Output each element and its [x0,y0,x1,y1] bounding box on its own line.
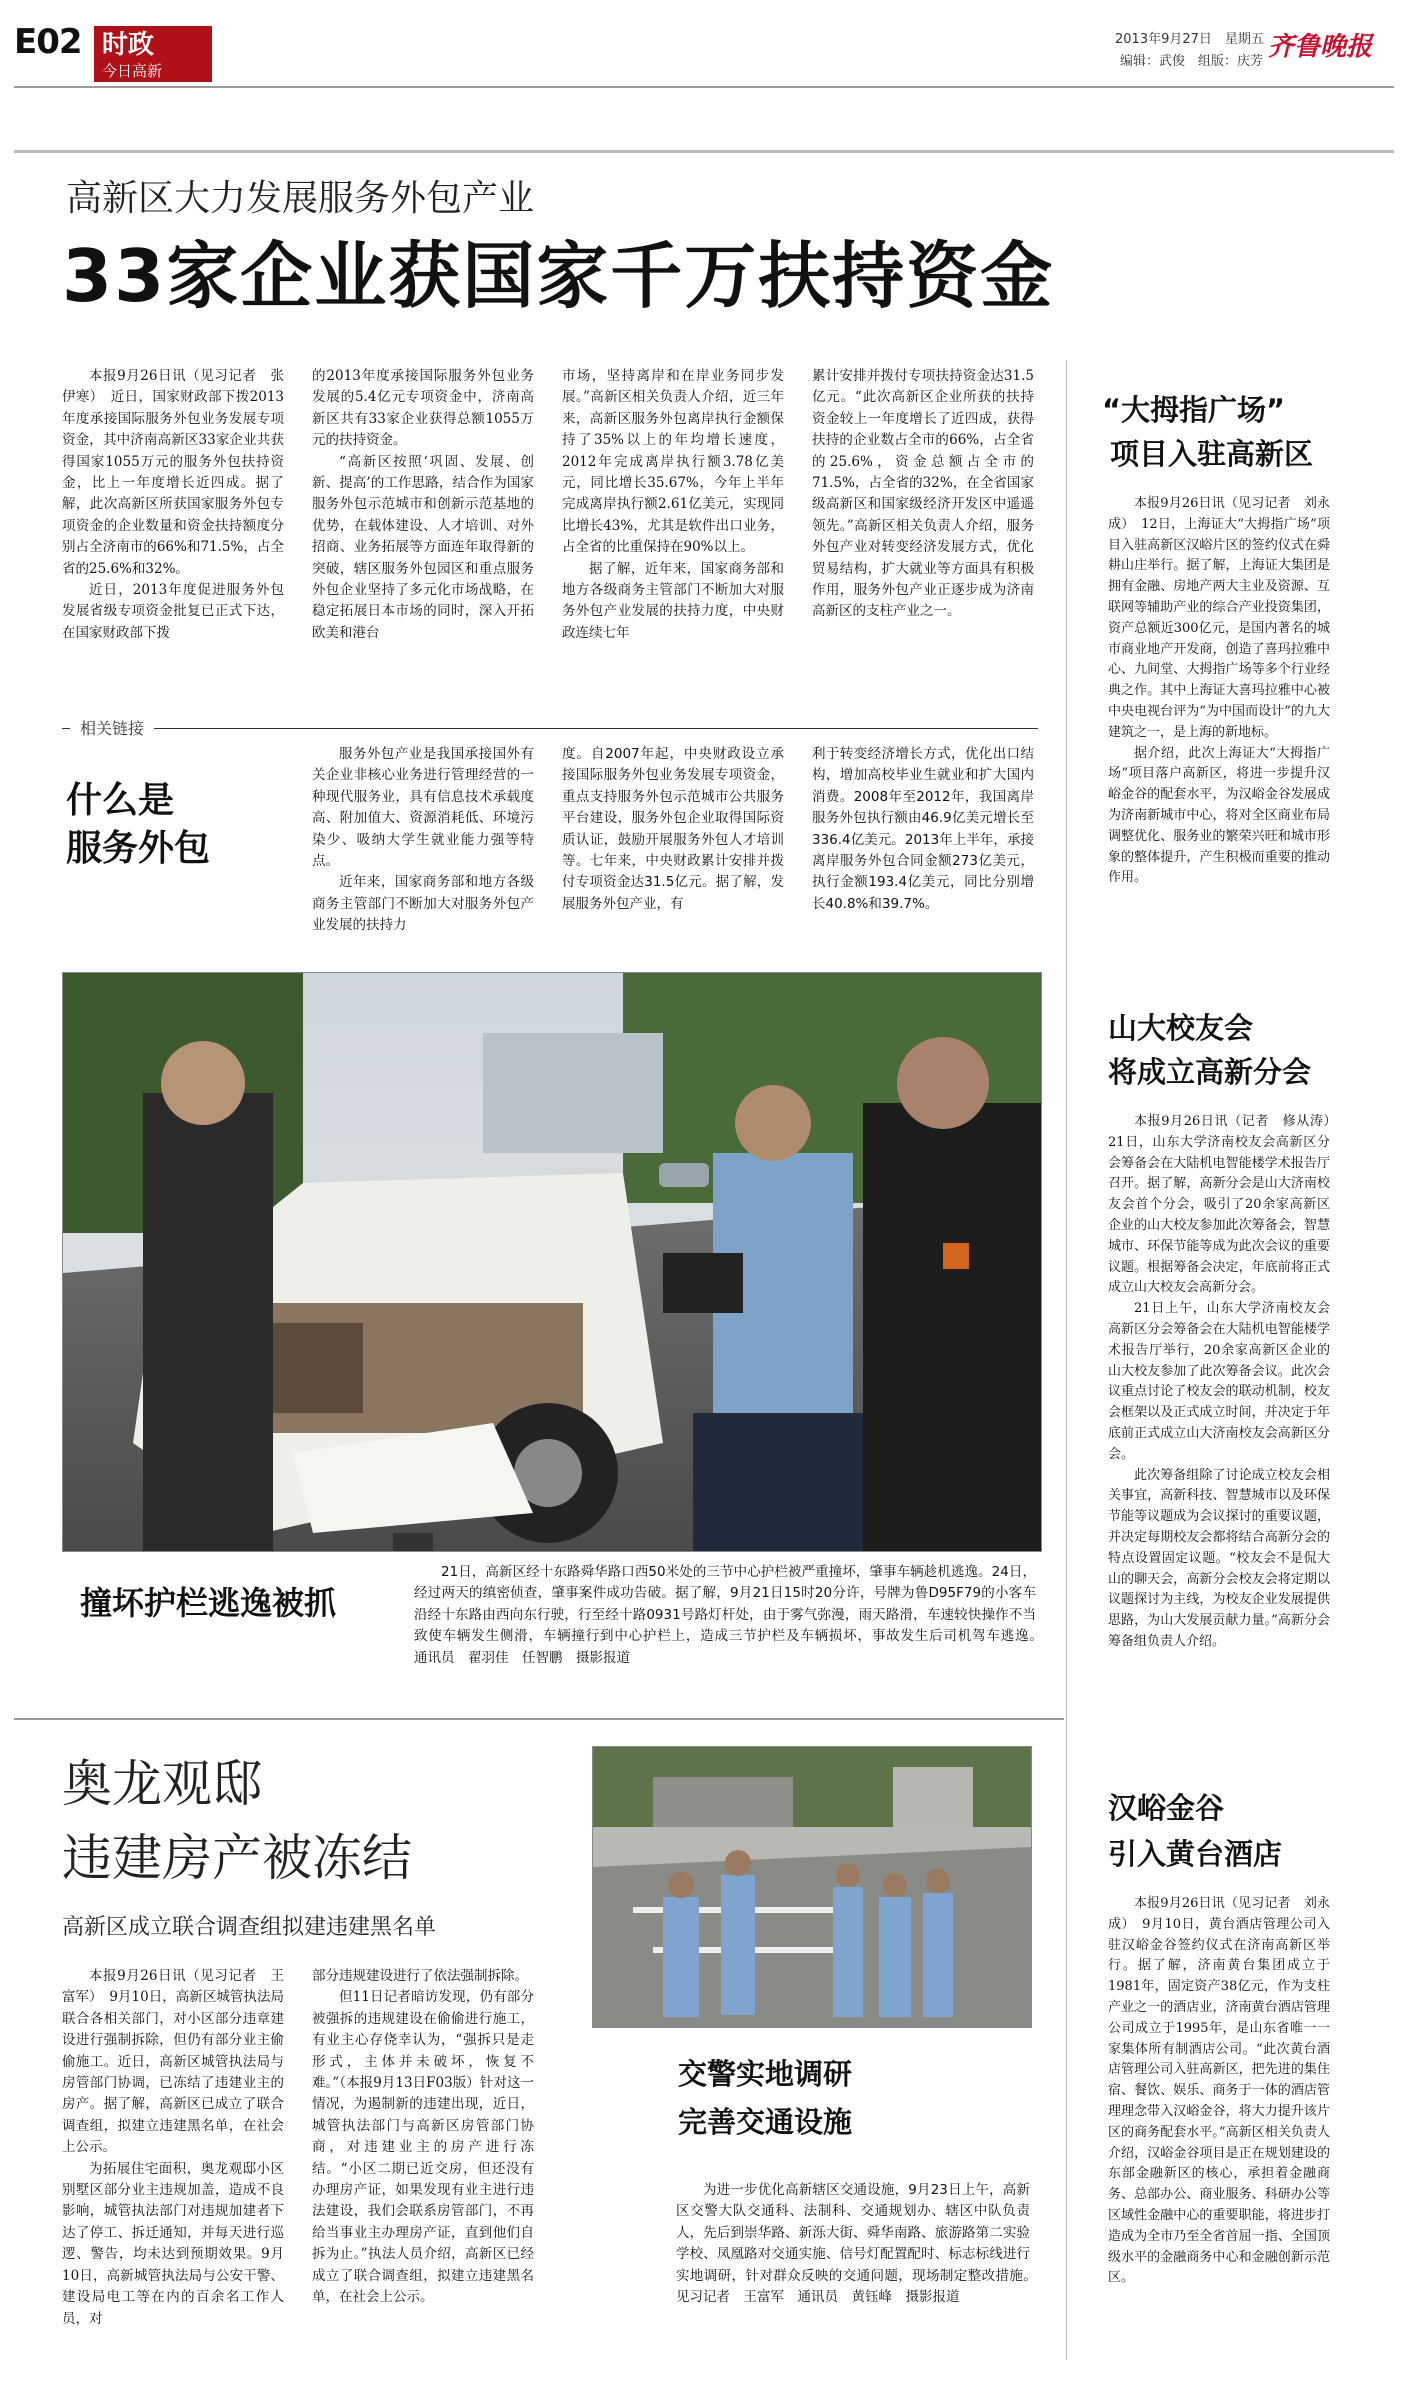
paragraph: 本报9月26日讯（见习记者 王富军） 9月10日，高新区城管执法局联合各相关部门，对小区部分违章建设进行强制拆除，但仍有部分业主偷偷施工。近日，高新区城管执法局与房管部门协调，已冻结了违建业主的房产。据了解，高新区已成立了联合调查组，拟建立违建黑名单，在社会上公示。 [62,1968,284,2156]
photo2-title-1: 交警实地调研 [678,2057,853,2091]
photo-traffic-police [592,1746,1032,2028]
bottom-col-2 [312,1966,534,2370]
issue-date: 2013年9月27日 星期五 [1115,32,1264,47]
bottom-title-2: 违建房产被冻结 [62,1829,412,1887]
paragraph: 据介绍，此次上海证大“大拇指广场”项目落户高新区，将进一步提升汉峪金谷的配套水平，为汉峪金谷发展成为济南新城市中心，将对全区商业布局调整优化、服务业的繁荣兴旺和城市形象的整体提升，产生积极而重要的推动作用。 [1108,745,1330,886]
right2-body [1108,1112,1344,1734]
lead-col-2 [312,366,534,700]
right3-body [1108,1894,1330,2366]
bottom-title-1: 奥龙观邸 [62,1755,262,1813]
photo1-title: 撞坏护栏逃逸被抓 [80,1584,337,1622]
sidebar-col-2 [562,744,784,924]
top-rule [14,150,1394,153]
paragraph: 21日上午，山东大学济南校友会高新区分会筹备会在大陆机电智能楼学术报告厅举行，20余家高新区企业的山大校友参加了此次筹备会议。此次会议重点讨论了校友会的联动机制，校友会框架以及正式成立时间，并决定于年底前正式成立山大济南校友会高新区分会。 [1108,1301,1330,1462]
sidebar-title-2: 服务外包 [66,828,211,869]
paragraph: 此次筹备组除了讨论成立校友会相关事宜，高新科技、智慧城市以及环保节能等议题成为会议探讨的重要议题，并决定每期校友会都将结合高新分会的特点设置固定议题。“校友会不是侃大山的聊天会，高新分会校友会将定期以议题探讨为主线，为校友企业发展提供思路，为山大发展贡献力量。”高新分会筹备组负责人介绍。 [1108,1467,1330,1649]
paragraph: 本报9月26日讯（见习记者 刘永成） 12日，上海证大“大拇指广场”项目入驻高新区汉峪片区的签约仪式在舜耕山庄举行。据了解，上海证大集团是拥有金融、房地产两大主业及资源、互联网等辅助产业的综合产业投资集团，资产总额近300亿元，是国内著名的城市商业地产开发商，创造了喜玛拉雅中心、九间堂、大拇指广场等多个行业经典之作。其中上海证大喜玛拉雅中心被中央电视台评为“为中国而设计”的九大建筑之一，是上海的新地标。 [1108,496,1330,740]
sidebar-col-1 [312,744,534,934]
paragraph: 近日，2013年度促进服务外包发展省级专项资金批复已正式下达，在国家财政部下拨 [62,582,284,641]
paragraph: 近年来，国家商务部和地方各级商务主管部门不断加大对服务外包产业发展的扶持力 [312,874,534,934]
lead-col-1 [62,366,284,700]
paragraph: 据了解，近年来，国家商务部和地方各级商务主管部门不断加大对服务外包产业发展的扶持力度，中央财政连续七年 [562,560,784,641]
paragraph: 部分违规建设进行了依法强制拆除。 [312,1968,528,1984]
paragraph: “高新区按照‘巩固、发展、创新、提高’的工作思路，结合作为国家服务外包示范城市和创新示范基地的优势，在载体建设、人才培训、对外招商、业务拓展等方面连年取得新的突破，辖区服务外包园区和重点服务外包企业坚持了多元化市场战略，在稳定拓展日本市场的同时，深入开拓欧美和港台 [312,453,534,641]
lead-headline: 33家企业获国家千万扶持资金 [62,234,1055,318]
related-links-tag: 相关链接 [70,716,154,739]
photo2-caption: 为进一步优化高新辖区交通设施，9月23日上午，高新区交警大队交通科、法制科、交通规划办、辖区中队负责人，先后到崇华路、新泺大街、舜华南路、旅游路第二实验学校、凤凰路对交通实施、信号灯配置配时、标志标线进行实地调研，针对群众反映的交通问题，现场制定整改措施。 见习记者 王富军 通讯员 黄钰峰 摄影报道 [676,2182,1057,2306]
paragraph: 本报9月26日讯（见习记者 刘永成） 9月10日，黄台酒店管理公司入驻汉峪金谷签约仪式在济南高新区举行。据了解，济南黄台集团成立于1981年，固定资产38亿元，作为支柱产业之一的酒店业，济南黄台酒店管理公司成立于1995年，是山东省唯一一家集体所有制酒店公司。“此次黄台酒店管理公司入驻高新区，把先进的集住宿、餐饮、娱乐、商务于一体的酒店管理理念带入汉峪金谷，将大力提升该片区的商务配套水平。”高新区相关负责人介绍，汉峪金谷项目是正在规划建设的东部金融新区的核心，承担着金融商务、总部办公、商业服务、科研办公等区域性金融中心的重要职能，将进步打造成为全市乃至全省首屈一指、全国顶级水平的金融商务中心和金融创新示范区。 [1108,1896,1330,2286]
right2-title-1: 山大校友会 [1108,1011,1254,1045]
right1-title-2: 项目入驻高新区 [1110,437,1314,471]
bottom-col-1 [62,1966,284,2370]
paragraph: 本报9月26日讯（见习记者 张伊寒） 近日，国家财政部下拨2013年度承接国际服务外包业务发展专项资金，其中济南高新区33家企业共获得国家1055万元的服务外包扶持资金，比上一年度增长近四成。据了解，此次高新区所获国家服务外包专项资金的企业数量和资金扶持额度分别占全济南市的66%和71.5%，占全省的25.6%和32%。 [62,368,284,577]
lead-kicker: 高新区大力发展服务外包产业 [66,178,535,219]
paragraph: 利于转变经济增长方式，优化出口结构，增加高校毕业生就业和扩大国内消费。2008年至2012年，我国离岸服务外包执行额由46.9亿美元增长至336.4亿美元。2013年上半年，承接离岸服务外包合同金额273亿美元，执行金额193.4亿美元，同比分别增长40.8%和39.7%。 [812,746,1034,912]
lead-col-3 [562,366,784,700]
sidebar-col-3 [812,744,1034,924]
section-title: 时政 [102,30,155,60]
paragraph: 本报9月26日讯（记者 修从涛） 21日，山东大学济南校友会高新区分会筹备会在大陆机电智能楼学术报告厅召开。据了解，高新分会是山大济南校友会首个分会，吸引了20余家高新区企业的山大校友参加此次筹备会，智慧城市、环保节能等成为此次会议的重要议题。根据筹备会决定，年底前将正式成立山大校友会高新分会。 [1108,1114,1344,1296]
right3-title-2: 引入黄台酒店 [1108,1837,1283,1871]
paragraph: 的2013年度承接国际服务外包业务发展的5.4亿元专项资金中，济南高新区共有33家企业获得总额1055万元的扶持资金。 [312,368,534,449]
right2-title-2: 将成立高新分会 [1108,1055,1312,1089]
bottom-rule [14,1718,1064,1720]
photo-car-accident [62,972,1042,1552]
paragraph: 市场，坚持离岸和在岸业务同步发展。”高新区相关负责人介绍，近三年来，高新区服务外包离岸执行金额保持了35%以上的年均增长速度，2012年完成离岸执行额3.78亿美元，同比增长35.67%，今年上半年完成离岸执行额2.61亿美元，实现同比增长43%，尤其是软件出口业务，占全省的比重保持在90%以上。 [562,368,784,556]
paragraph: 为拓展住宅面积，奥龙观邸小区别墅区部分业主违规加盖，造成不良影响，城管执法部门对违规加建者下达了停工、拆迁通知，并每天进行巡逻、警告，均未达到预期效果。9月10日，高新城管执法局与公安干警、建设局电工等在内的百余名工作人员，对 [62,2160,284,2327]
editors: 编辑：武俊 组版：庆芳 [1120,54,1264,69]
subsection-title: 今日高新 [102,62,163,80]
paragraph: 服务外包产业是我国承接国外有关企业非核心业务进行管理经营的一种现代服务业，具有信息技术承载度高、附加值大、资源消耗低、环境污染少、吸纳大学生就业能力强等特点。 [312,746,534,870]
paragraph: 但11日记者暗访发现，仍有部分被强拆的违规建设在偷偷进行施工，有业主心存侥幸认为，“强拆只是走形式，主体并未破坏，恢复不难。”（本报9月13日F03版）针对这一情况，为遏制新的违建出现，近日，城管执法部门与高新区房管部门协商，对违建业主的房产进行冻结。“小区二期已近交房，但还没有办理房产证，如果发现有业主进行违法建设，我们会联系房管部门，不再给当事业主办理房产证，直到他们自拆为止。”执法人员介绍，高新区已经成立了联合调查组，拟建立违建黑名单，在社会上公示。 [312,1989,534,2306]
bottom-subtitle: 高新区成立联合调查组拟建违建黑名单 [62,1915,437,1940]
right1-title-1: “大拇指广场” [1102,393,1286,427]
right1-body [1108,494,1330,954]
photo2-title-2: 完善交通设施 [678,2105,853,2139]
photo1-caption: 21日，高新区经十东路舜华路口西50米处的三节中心护栏被严重撞坏，肇事车辆趁机逃逸。24日，经过两天的缜密侦查，肇事案件成功告破。据了解，9月21日15时20分许，号牌为鲁D95F79的小客车沿经十东路由西向东行驶，行至经十路0931号路灯杆处，由于雾气弥漫，雨天路滑，车速较快操作不当致使车辆发生侧滑，车辆撞行到中心护栏上，造成三节护栏及车辆损坏，事故发生后司机驾车逃逸。 通讯员 翟羽佳 任智鹏 摄影报道 [414,1564,1063,1666]
paragraph: 度。自2007年起，中央财政设立承接国际服务外包业务发展专项资金，重点支持服务外包示范城市公共服务平台建设，服务外包企业取得国际资质认证，鼓励开展服务外包人才培训等。七年来，中央财政累计安排并拨付专项资金达31.5亿元。据了解，发展服务外包产业，有 [562,746,784,912]
box-rule [62,728,1038,729]
page-code: E02 [14,22,82,62]
brand-logo: 齐鲁晚报 [1268,32,1373,62]
photo-illustration [63,973,1041,1551]
right3-title-1: 汉峪金谷 [1108,1791,1225,1825]
column-separator [1066,360,1067,2360]
photo2-illustration [593,1747,1031,2027]
sidebar-title-1: 什么是 [66,780,175,821]
paragraph: 累计安排并拨付专项扶持资金达31.5亿元。“此次高新区企业所获的扶持资金较上一年度增长了近四成，获得扶持的企业数占全市的66%，占全省的25.6%，资金总额占全市的71.5%，占全省的32%，在全省国家级高新区和国家级经济开发区中遥遥领先。”高新区相关负责人介绍，服务外包产业对转变经济发展方式，优化贸易结构，扩大就业等方面具有积极作用，服务外包产业正逐步成为济南高新区的支柱产业之一。 [812,368,1034,620]
header-rule [14,86,1394,88]
lead-col-4 [812,366,1034,700]
